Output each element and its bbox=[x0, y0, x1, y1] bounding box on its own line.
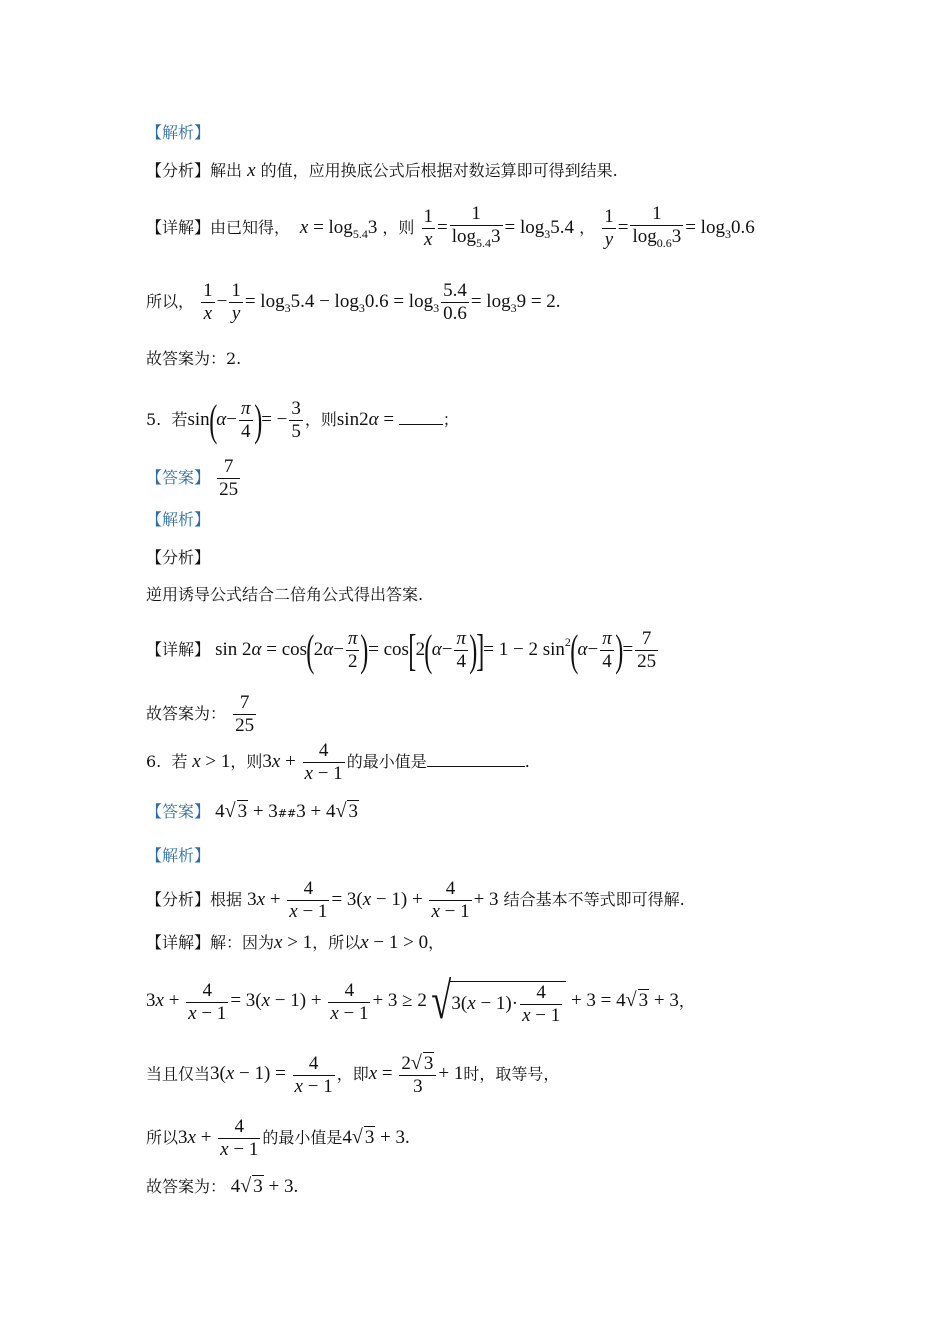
answer-blank-q5 bbox=[399, 424, 443, 425]
fenxi-q4: 【分析】解出 x 的值，应用换底公式后根据对数运算即可得到结果. bbox=[146, 160, 618, 181]
xiangjie-q6: 【详解】解：因为x > 1，所以x − 1 > 0， bbox=[146, 932, 445, 953]
answer-frac-q5: $\frac{7}{25}$ bbox=[219, 456, 239, 500]
inequality-q6: 3x + $\frac{4}{x - 1}$ = 3(x − 1) + $\frac{4}{x - 1}$ + 3 ≥ 2√3(x − 1)· $\frac{4}{x - 1}$ + 3 = 4√ 3 + 3， bbox=[146, 973, 695, 1030]
daan-tag: 【答案】 bbox=[146, 468, 211, 487]
formula-x-log: $x = \log_{5.4}3$ bbox=[299, 216, 378, 241]
formula-sin2a: sin 2α = cos(2α− $\frac{\pi}{2}$ )= cos[2(α− $\frac{\pi}{4}$ )]= 1 − 2 $\sin^2(\alpha-$ $\frac{\pi}{4}$ )= $\frac{7}{25}$ bbox=[215, 625, 657, 675]
fenxi-header-q5: 【分析】 bbox=[146, 548, 211, 567]
xiangjie-q5: 【详解】 sin 2α = cos(2α− $\frac{\pi}{2}$ )= cos[2(α− $\frac{\pi}{4}$ )]= 1 − 2 $\sin^2(\alpha-$ $\frac{\pi}{4}$ )= $\frac{7}{25}$ bbox=[146, 628, 660, 673]
final-q4: 故答案为：2. bbox=[146, 349, 242, 368]
xiangjie-q4: 【详解】由已知得， $x = \log_{5.4}3$ ，则 $\frac{1}{x}$ = $\frac{1}{\log_{5.4}3}$ = $\log_35.4$ ， $\frac{1}{y}$ = $\frac{1}{\log_{0.6}3}$ = $\log_30.6$ bbox=[146, 203, 755, 250]
formula-inv-x: $\frac{1}{x}$ = $\frac{1}{\log_{5.4}3}$ = $\log_35.4$ bbox=[423, 203, 575, 250]
question-5: 5. 若sin(α− $\frac{\pi}{4}$ )= − $\frac{3}{5}$ ，则sin2α = ； bbox=[146, 395, 459, 445]
final-q5: 故答案为： $\frac{7}{25}$ bbox=[146, 692, 255, 736]
fenxi-tag: 【分析】 bbox=[146, 161, 211, 180]
final-q6: 故答案为： 4√ 3 + 3. bbox=[146, 1175, 299, 1197]
answer-q5 bbox=[146, 456, 242, 501]
answer-blank-q6 bbox=[427, 766, 525, 767]
conclusion-q6: 所以3x + $\frac{4}{x - 1}$ 的最小值是4√ 3 + 3. bbox=[146, 1116, 410, 1160]
suoyi-q4: 所以， $\frac{1}{x}$ − $\frac{1}{y}$ = $\log_35.4 - \log_30.6 = \log_3$ $\frac{5.4}{0.6}$ = $\log_39 = 2$. bbox=[146, 280, 561, 324]
fenxi-q6: 【分析】根据 3x + $\frac{4}{x - 1}$ = 3(x − 1) + $\frac{4}{x - 1}$ + 3 结合基本不等式即可得解. bbox=[146, 878, 685, 922]
xiangjie-tag: 【详解】 bbox=[146, 217, 211, 237]
question-6: 6. 若 x > 1，则3x + $\frac{4}{x - 1}$ 的最小值是 . bbox=[146, 740, 530, 784]
equality-q6: 当且仅当3(x − 1) = $\frac{4}{x - 1}$ ，即x = $\frac{2√ 3}{3}$ + 1时，取等号， bbox=[146, 1052, 560, 1097]
answer-q6: 【答案】 4√ 3 + 3##3 + 4√ 3 bbox=[146, 800, 358, 822]
jiexi-header-q6: 【解析】 bbox=[146, 846, 211, 865]
jiexi-header-q5: 【解析】 bbox=[146, 510, 211, 529]
fenxi-q5: 逆用诱导公式结合二倍角公式得出答案. bbox=[146, 585, 424, 604]
formula-diff: $\frac{1}{x}$ − $\frac{1}{y}$ = $\log_35.4 - \log_30.6 = \log_3$ $\frac{5.4}{0.6}$ = $\log_39 = 2$. bbox=[203, 280, 561, 324]
formula-inv-y: $\frac{1}{y}$ = $\frac{1}{\log_{0.6}3}$ = $\log_30.6$ bbox=[604, 203, 755, 250]
jiexi-header-q4: 【解析】 bbox=[146, 123, 211, 142]
formula-q5: sin(α− $\frac{\pi}{4}$ )= − $\frac{3}{5}$ bbox=[187, 395, 301, 445]
